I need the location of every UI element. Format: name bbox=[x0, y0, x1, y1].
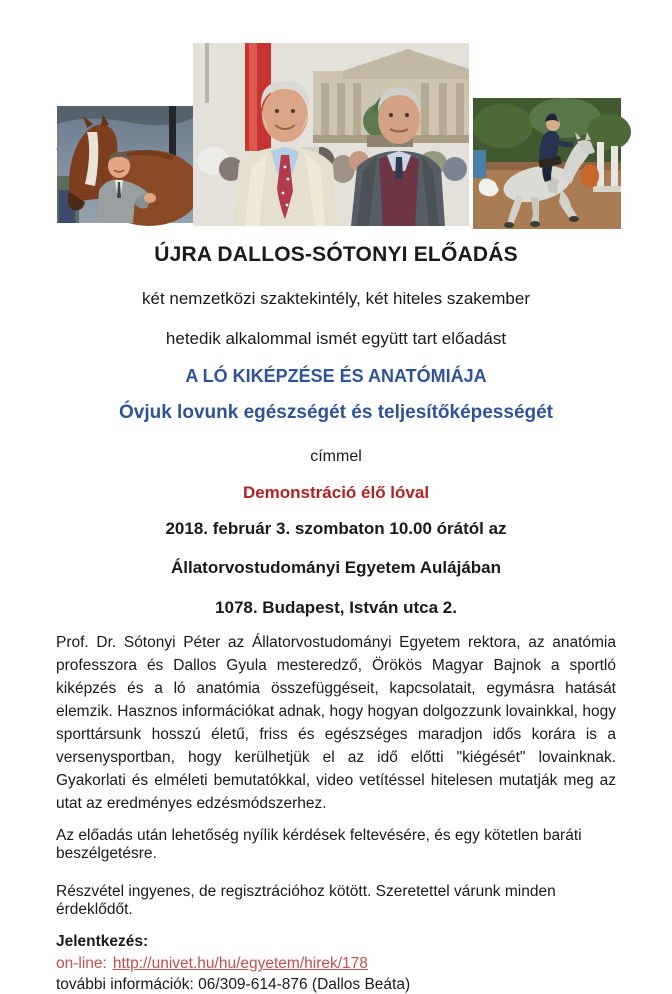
registration-link[interactable]: http://univet.hu/hu/egyetem/hirek/178 bbox=[112, 955, 368, 972]
intro-line-1: két nemzetközi szaktekintély, két hiteles szakember bbox=[141, 289, 530, 308]
event-venue: Állatorvostudományi Egyetem Aulájában bbox=[171, 558, 501, 577]
demonstration-note: Demonstráció élő lóval bbox=[242, 483, 430, 502]
online-label: on-line: bbox=[56, 955, 107, 972]
photo-strip bbox=[0, 0, 672, 229]
signup-heading: Jelentkezés: bbox=[56, 933, 149, 950]
online-signup-line bbox=[56, 955, 616, 973]
qa-note: Az előadás után lehetőség nyílik kérdések feltevésére, és egy kötetlen baráti beszélgetésre. bbox=[56, 827, 582, 862]
title-suffix: címmel bbox=[310, 448, 362, 465]
man-with-horse-illustration bbox=[57, 106, 193, 223]
intro-line-2: hetedik alkalommal ismét együtt tart előadást bbox=[165, 329, 507, 348]
dressage-illustration bbox=[473, 98, 621, 229]
event-datetime: 2018. február 3. szombaton 10.00 órától az bbox=[165, 519, 507, 538]
arena-board bbox=[473, 150, 486, 178]
event-address: 1078. Budapest, István utca 2. bbox=[215, 598, 457, 617]
photo-man-with-horse bbox=[57, 106, 193, 223]
poster-title: ÚJRA DALLOS-SÓTONYI ELŐADÁS bbox=[154, 243, 518, 266]
photo-two-lecturers bbox=[193, 43, 469, 226]
registration-note: Részvétel ingyenes, de regisztrációhoz kötött. Szeretettel várunk minden érdeklődőt. bbox=[56, 883, 556, 918]
lecture-subtitle: Óvjuk lovunk egészségét és teljesítőképességét bbox=[118, 402, 554, 423]
two-lecturers-illustration bbox=[193, 43, 469, 226]
lecture-title: A LÓ KIKÉPZÉSE ÉS ANATÓMIÁJA bbox=[185, 366, 487, 386]
description-paragraph: Prof. Dr. Sótonyi Péter az Állatorvostudományi Egyetem rektora, az anatómia professzora és Dallos Gyula mesteredző, Örökös Magyar Bajnok a sportló kiképzés és a ló anatómia összefüggéseit, kapcsolatait, egymásra hatását elemzik. Hasznos információkat adnak, hogy hogyan dolgozzunk lovainkkal, hogy sporttársunk hosszú életű, friss és egészséges maradjon idős korára is a versenysportban, hogy kerülhetjük el az idő előtti "kiégését" lovainknak. Gyakorlati és elméleti bemutatókkal, video vetítéssel hitelesen mutatják meg az utat az eredményes edzésmódszerhez. bbox=[56, 634, 616, 812]
photo-dressage-horse bbox=[473, 98, 621, 229]
flower-decoration bbox=[581, 164, 599, 188]
more-info-line: további információk: 06/309-614-876 (Dallos Beáta) bbox=[56, 976, 411, 993]
